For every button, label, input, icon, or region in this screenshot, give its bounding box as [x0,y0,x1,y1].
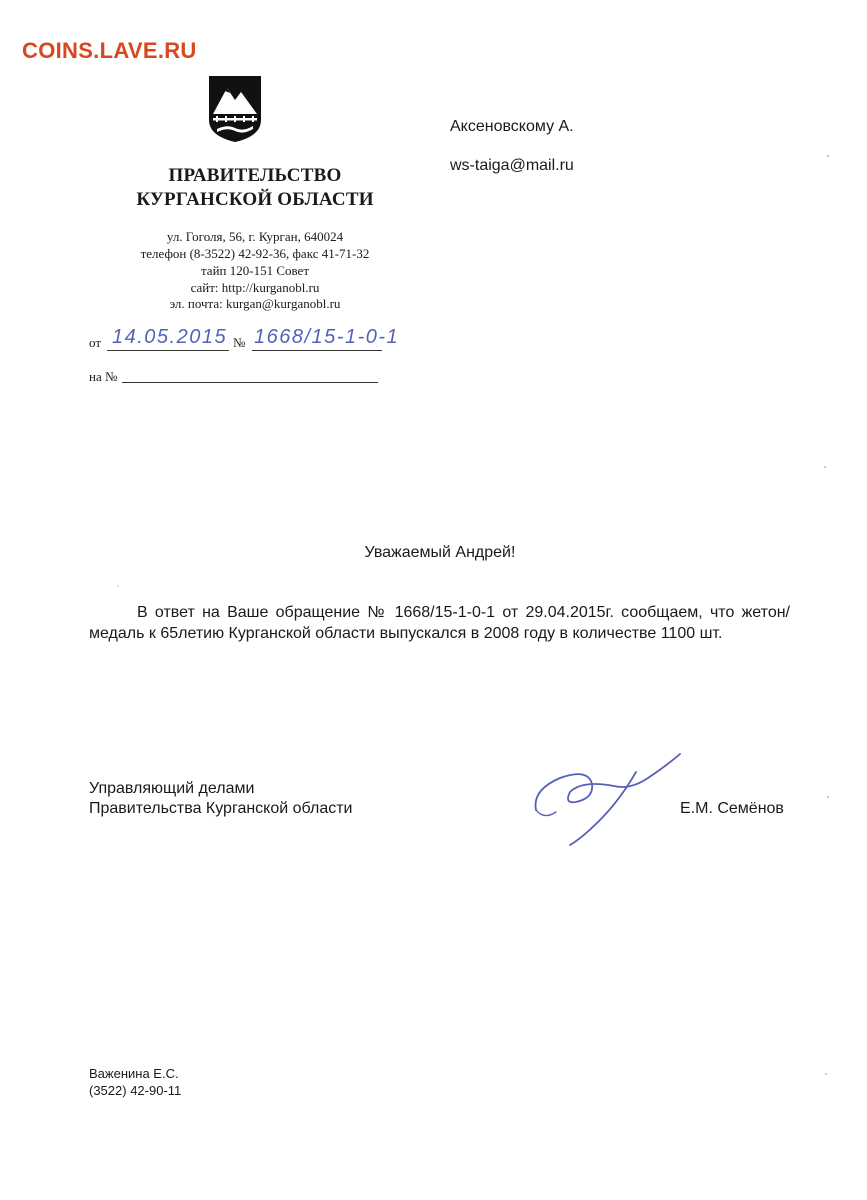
outgoing-number: 1668/15-1-0-1 [254,326,400,348]
recipient-email: ws-taiga@mail.ru [450,157,574,174]
letter-body-text: В ответ на Ваше обращение № 1668/15-1-0-1 от 29.04.2015г. сообщаем, что жетон/медаль к 65летию Курганской области выпускался в 2008 году в количестве 1100 шт. [89,604,790,642]
executor-name: Важенина Е.С. [89,1066,179,1081]
outgoing-date: 14.05.2015 [112,326,228,348]
government-name-line2: КУРГАНСКОЙ ОБЛАСТИ [136,189,374,210]
number-label: № [233,335,246,350]
executor-phone: (3522) 42-90-11 [89,1083,182,1098]
signatory-title-line1: Управляющий делами [89,780,255,797]
reply-number-label: на № [89,369,118,384]
telex-line: тайп 120-151 Совет [200,263,310,278]
address-line: ул. Гоголя, 56, г. Курган, 640024 [166,229,344,244]
signatory-name: Е.М. Семёнов [680,800,784,817]
from-label: от [89,335,102,350]
phone-line: телефон (8-3522) 42-92-36, факс 41-71-32 [140,246,370,261]
email-line: эл. почта: kurgan@kurganobl.ru [169,296,341,311]
watermark-text: COINS.LAVE.RU [22,38,197,63]
recipient-name: Аксеновскому А. [450,118,574,135]
government-name-line1: ПРАВИТЕЛЬСТВО [168,165,342,186]
greeting: Уважаемый Андрей! [364,544,516,561]
signatory-title-line2: Правительства Курганской области [89,800,353,817]
site-line: сайт: http://kurganobl.ru [190,280,320,295]
